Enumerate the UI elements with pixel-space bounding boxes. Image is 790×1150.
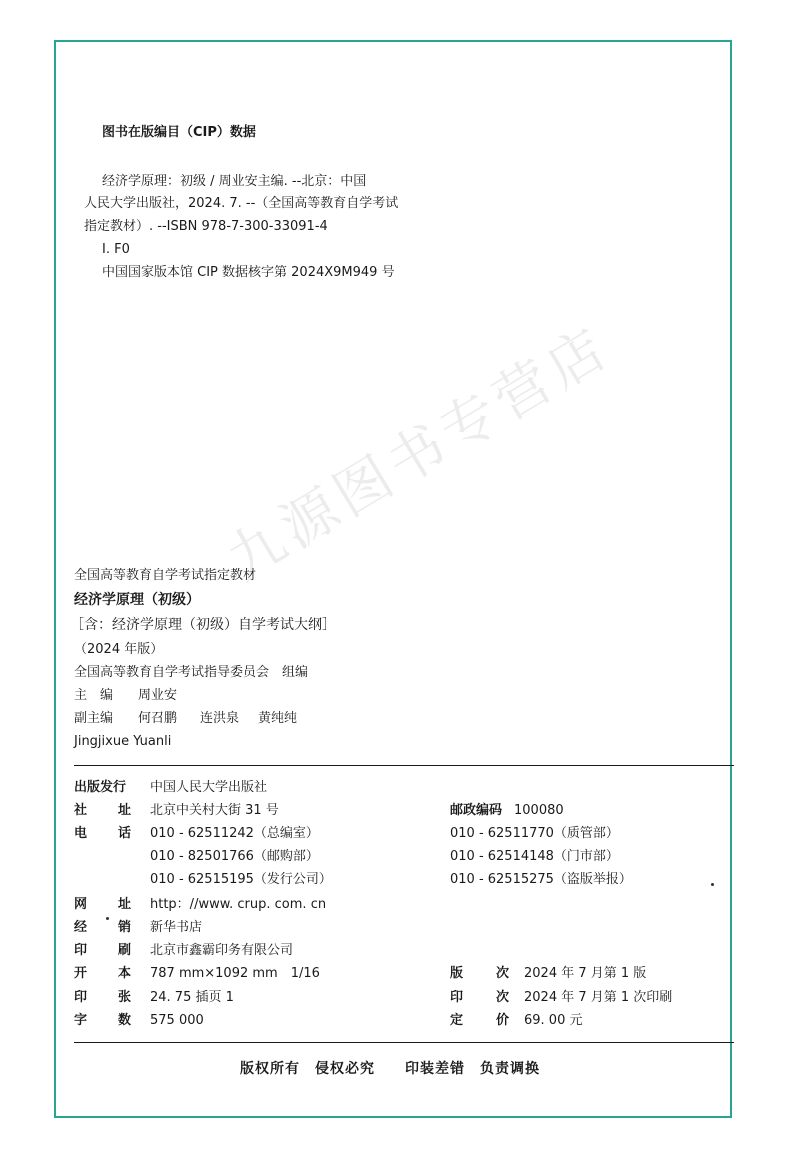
cip-heading: 图书在版编目（CIP）数据 <box>102 125 256 140</box>
printing-label-2: 次 <box>496 990 510 1005</box>
phone-right-3: 010 - 62515275（盗版举报） <box>450 872 632 887</box>
chief-editor: 周业安 <box>138 688 178 703</box>
sheets-label-2: 张 <box>118 990 132 1005</box>
website-value: http：//www. crup. com. cn <box>150 897 327 912</box>
postcode-label: 邮政编码 <box>450 803 503 818</box>
edition-value: 2024 年 7 月第 1 版 <box>524 966 647 981</box>
organizer: 全国高等教育自学考试指导委员会 组编 <box>74 665 309 680</box>
chief-editor-label: 主 编 <box>74 688 114 703</box>
print-speck <box>711 883 714 886</box>
deputy-editor-1: 何召鹏 <box>138 711 178 726</box>
distributor-label-1: 经 <box>74 920 88 935</box>
address-label-2: 址 <box>118 803 132 818</box>
price-label-1: 定 <box>450 1013 464 1028</box>
words-label-2: 数 <box>118 1013 132 1028</box>
phone-right-1: 010 - 62511770（质管部） <box>450 826 619 841</box>
phone-label-1: 电 <box>74 826 88 841</box>
printing-value: 2024 年 7 月第 1 次印刷 <box>524 990 673 1005</box>
cip-line-4: Ⅰ. F0 <box>102 242 130 257</box>
phone-right-2: 010 - 62514148（门市部） <box>450 849 619 864</box>
book-subtitle: ［含：经济学原理（初级）自学考试大纲］ <box>70 617 336 633</box>
distributor-value: 新华书店 <box>150 920 203 935</box>
postcode-value: 100080 <box>514 803 564 818</box>
words-value: 575 000 <box>150 1013 204 1028</box>
publisher-name: 中国人民大学出版社 <box>150 780 268 795</box>
price-label-2: 价 <box>496 1013 510 1028</box>
price-value: 69. 00 元 <box>524 1013 583 1028</box>
print-speck <box>106 917 109 920</box>
edition-label-1: 版 <box>450 966 464 981</box>
website-label-1: 网 <box>74 897 88 912</box>
printer-label-1: 印 <box>74 943 88 958</box>
top-rule <box>74 765 734 766</box>
address-label-1: 社 <box>74 803 88 818</box>
phone-left-1: 010 - 62511242（总编室） <box>150 826 319 841</box>
cip-line-5: 中国国家版本馆 CIP 数据核字第 2024X9M949 号 <box>102 265 395 280</box>
cip-line-3: 指定教材）. --ISBN 978-7-300-33091-4 <box>84 219 328 234</box>
book-title: 经济学原理（初级） <box>74 592 200 608</box>
format-label-2: 本 <box>118 966 132 981</box>
sheets-value: 24. 75 插页 1 <box>150 990 234 1005</box>
printing-label-1: 印 <box>450 990 464 1005</box>
deputy-editor-3: 黄纯纯 <box>258 711 298 726</box>
book-edition: （2024 年版） <box>74 642 164 657</box>
store-watermark: 九源图书专营店 <box>216 313 622 594</box>
book-pinyin: Jingjixue Yuanli <box>74 734 172 749</box>
distributor-label-2: 销 <box>118 920 132 935</box>
phone-left-2: 010 - 82501766（邮购部） <box>150 849 319 864</box>
printer-value: 北京市鑫霸印务有限公司 <box>150 943 294 958</box>
deputy-editor-label: 副主编 <box>74 711 114 726</box>
phone-label-2: 话 <box>118 826 132 841</box>
publisher-label: 出版发行 <box>74 780 127 795</box>
format-label-1: 开 <box>74 966 88 981</box>
series-name: 全国高等教育自学考试指定教材 <box>74 568 257 583</box>
printer-label-2: 刷 <box>118 943 132 958</box>
sheets-label-1: 印 <box>74 990 88 1005</box>
words-label-1: 字 <box>74 1013 88 1028</box>
cip-line-1: 经济学原理：初级 / 周业安主编. --北京：中国 <box>102 174 367 189</box>
edition-label-2: 次 <box>496 966 510 981</box>
bottom-rule <box>74 1042 734 1043</box>
cip-line-2: 人民大学出版社，2024. 7. --（全国高等教育自学考试 <box>84 196 399 211</box>
format-value: 787 mm×1092 mm 1/16 <box>150 966 320 981</box>
phone-left-3: 010 - 62515195（发行公司） <box>150 872 332 887</box>
address-value: 北京中关村大街 31 号 <box>150 803 279 818</box>
copyright-notice: 版权所有 侵权必究 印装差错 负责调换 <box>240 1061 540 1077</box>
website-label-2: 址 <box>118 897 132 912</box>
deputy-editor-2: 连洪泉 <box>200 711 240 726</box>
